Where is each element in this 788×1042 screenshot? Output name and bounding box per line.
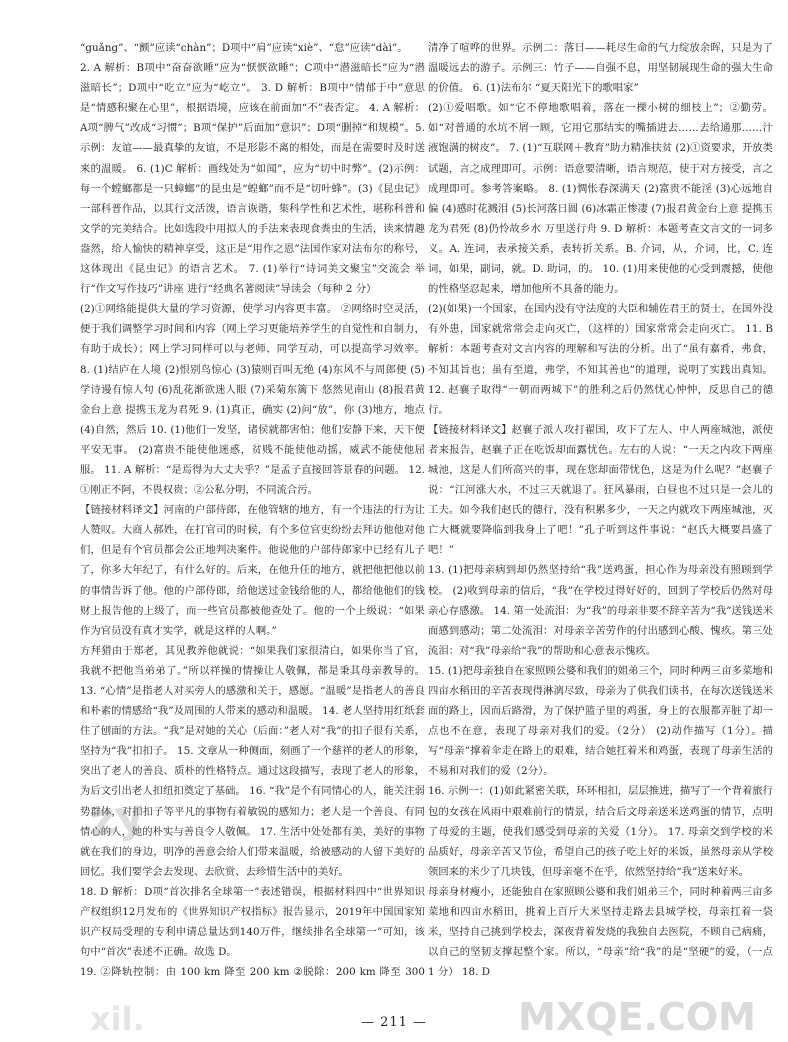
left-paragraph-5: 方拜猎由于郑老，其见教养他就说：“如果我们家很清白，如果你当了官，我就不把他当弟弟了。”所以祥操的情操让人敬佩，都是秉其母亲教导的。 13. “心情”是指老人对买旁人的感激和关于，感愿。“温暖”是指老人的善良和朴素的情感给“我”及周围的人带来的感动和温暖。 14. 老人坚持用红纸套住了刨面的方法。“我”是对她的关心（后面：”老人对“我”的扣子很有关系，坚持为“我”扣扣子。 15. 文章从一种侧面，刻画了一个慈祥的老人的形象，突出了老人的善良、质朴的性格特点。通过这段描写，表现了老人的形象，为后文引出老人扣纽扣奠定了基础。 16. “我”是个有同情心的人，能关注弱势群体，对扣扣子等平凡的事物有着敏锐的感知力；老人是一个善良、有同情心的人，她的朴实与善良令人敬佩。 17. 生活中处处都有美，美好的事物就在我们的身边，明净的善意会给人们带来温暖，给被感动的人留下美好的回忆。我们要学会去发现、去欣赏、去珍惜生活中的美好。 xyxy=(80,644,425,878)
left-paragraph-3: (2)①网络能提供大量的学习资源，使学习内容更丰富。 ②网络时空灵活，便于我们调整学习时间和内容（网上学习更能培养学生的自觉性和自制力，有助于成长）；网上学习同样可以与老师、同学互动，可以提高学习效率。 8. (1)结庐在人境 (2)恨别鸟惊心 (3)猿则百叫无绝 (4)东风不与周郎便 (5)学诗谩有惊人句 (6)乱花渐欲迷人眼 (7)采菊东篱下 悠然见南山 (8)报君黄金台上意 提携玉龙为君死 9. (1)真正，确实 (2)问“放”，你 (3)地方，地点 (4)自然，然后 10. (1)他们一发坚，诸侯就都害怕；他们安静下来，天下便平安无事。 (2)富贵不能使他迷惑，贫贱不能使他动摇，威武不能使他屈服。 11. A 解析：“是焉得为大丈夫乎？”是孟子直接回答景春的问题。 12. ①刚正不阿，不畏权贵；②公私分明，不同流合污。 xyxy=(80,303,425,497)
right-paragraph-3: (2)(如果)一个国家，在国内没有守法度的大臣和辅佐君王的贤士，在国外没有外患，国家就常常会走向灭亡，（这样的）国家常常会走向灭亡。 11. B 解析：本题考查对文言内容的理解和写法的分析。出了“虽有嘉肴，弗食，不知其旨也；虽有至道，弗学，不知其善也”的道理，说明了实践出真知。 12. 赵襄子取得“一朝而两城下”的胜利之后仍然忧心忡忡，反思自己的德行。 xyxy=(428,303,773,416)
right-paragraph-7: 16. 示例一：(1)如此紧密关联，环环相扣，层层推进，描写了一个背着旅行包的女孩在风雨中艰难前行的情景，结合后文母亲送米送鸡蛋的情节，点明了母爱的主题，使我们感受到母亲的关爱（1分）。 17. 母亲交到学校的米品质好，母亲辛苦又节俭，希望自己的孩子吃上好的米饭，虽然母亲从学校领回来的米少了几块钱，但母亲毫不在乎，依然坚持给“我”送来好米。 xyxy=(428,785,773,878)
right-paragraph-4: 【链接材料译文】赵襄子派人攻打翟国，攻下了左人、中人两座城池，派使者来报告，赵襄子正在吃饭却面露忧色。左右的人说：“一天之内攻下两座城池，这是人们所高兴的事，现在您却面带忧色，这是为什么呢？”赵襄子说：“江河涨大水，不过三天就退了。狂风暴雨，白昼也不过只是一会儿的工夫。如今我们赵氏的德行，没有积累多少，一天之内就攻下两座城池，灭亡大概就要降临到我身上了吧！”孔子听到这件事说：“赵氏大概要昌盛了吧！” xyxy=(428,423,773,557)
left-paragraph-6: 18. D 解析：D项“首次排名全球第一”表述错误，根据材料四中“世界知识产权组织12月发布的《世界知识产权指标》报告显示，2019年中国国家知识产权局受理的专利申请总量达到140万件，继续排名全球第一”可知，该句中“首次”表述不正确。故选 D。 xyxy=(80,885,425,959)
right-paragraph-6: 15. (1)把母亲独自在家照顾公婆和我们的姐弟三个，同时种两三亩多菜地和四亩水稻田的辛苦表现得淋漓尽致，母亲为了供我们读书，在每次送钱送米面的路上，因而后路滑，为了保护篮子里的鸡蛋，身上的衣服都弄脏了却一点也不在意，表现了母亲对我们的爱。（2分） (2)动作描写（1分）。描写“母亲”撑着伞走在路上的艰难，结合她扛着米和鸡蛋，表现了母亲生活的不易和对我们的爱（2分）。 xyxy=(428,664,773,778)
right-paragraph-2: (2)①爱唱歌。如“它不停地歌唱着，落在一棵小树的细枝上”；②勤劳。如“对普通的水坑不屑一顾，它用它那结实的嘴插进去……去给通那……汁液饱满的树皮”。 7. (1)“互联网＋教育”助力精准扶贫 (2)①资要求，开放类试题，言之成理即可。示例：语意要清晰，语言规范，使于对方接受，言之成理即可。参考答案略。 8. (1)惆怅春深满天 (2)富贵不能淫 (3)心远地自偏 (4)感时花溅泪 (5)长河落日圆 (6)冰霜正惨凄 (7)报君黄金台上意 提携玉龙为君死 (8)仍怜故乡水 万里送行舟 9. D 解析：本题考查文言文的一词多义。A. 连词，表承接关系，表转折关系。B. 介词，从，介词，比，C. 连词，如果，副词，就。D. 助词，的。 10. (1)用来使他的心受到震撼，使他的性格坚忍起来，增加他所不具备的能力。 xyxy=(428,102,773,296)
left-paragraph-4: 【链接材料译文】河南的户部侍郎，在他管辖的地方，有一个违法的行为让人赞叹。大商人郝姓，在打官司的时候，有个多位官吏纷纷去拜访他他对他们，但是有个官员都会公正地判决案件。他说他的户部侍郎家中已经有儿子了，你多大年纪了，有什么好的。后来，在他升任的地方，就把他把他以前的事情告诉了他。他的户部侍郎，给他送过金钱给他的人，都给他他们的钱财上报告他的上级了，而一些官员都被他查处了。他的一个上级说：“如果作为官员没有真才实学，就是这样的人啊。” xyxy=(80,504,425,637)
right-column xyxy=(428,38,773,983)
right-paragraph-9 xyxy=(428,982,773,983)
watermark-left: zy xyxy=(86,789,148,848)
right-paragraph-8: 母亲身材瘦小，还能独自在家照顾公婆和我们姐弟三个，同时种着两三亩多菜地和四亩水稻田，挑着上百斤大米坚持走路去县城学校，母亲扛着一袋米，坚持自己挑到学校去，深夜背着发烧的我独自去医院，不顾自己病痛，以自己的坚韧支撑起整个家。所以，“母亲”给“我”的是“坚硬”的爱，（一点 1 分） 18. D xyxy=(428,885,773,979)
left-paragraph-7: 19. ②降轨控制：由 100 km 降至 200 km ②脱除：200 km 降至 300 xyxy=(80,966,425,979)
right-paragraph-5: 13. (1)把母亲病到却仍然坚持给“我”送鸡蛋，担心作为母亲没有照顾到学校。 (2)收到母亲的信后，“我”在学校过得好好的，回到了学校后仍然对母亲心存感激。 14. 第一处流泪：为“我”的母亲非要不辞辛苦为“我”送钱送米面感到感动；第二处流泪：对母亲辛苦劳作的付出感到心酸、愧疚。第三处流泪：对“我”母亲给“我”的帮助和心意表示愧疚。 xyxy=(428,564,773,657)
left-paragraph-2: 2. A 解析：B项中“奋奋欲睡”应为“恹恹欲睡”；C项中“潜滋暗长”应为“潜滋暗长”；D项中“吃立”应为“屹立”。 3. D 解析：B项中“情郁于中”意思是“情感积聚在心里”，根据语境，应该在前面加“不”表否定。 4. A 解析：A项“脾气”改成“习惯”；B项“保护”后面加“意识”；D项“删掉“和规模”。5. 示例：友谊——最真挚的友谊，不是形影不离的相处，而是在需要时及时送来的温暖。 6. (1)C 解析：画线处为“如闻”，应为“切中时弊”。(2)示例：每一个螳螂都是一只蟑螂”的昆虫是“蝗螂”而不是“切叶蜂”。(3)《昆虫记》一部科普作品，以其行文活泼，语言诙谐，集科学性和艺术性，堪称科普和文学的完美结合。比如选段中用拟人的手法来表现食粪虫的生活，读来情趣盎然，给人愉快的精神享受，这正是“用作之恩”法国作家对法布尔的称号，这体现出《昆虫记》的语言艺术。 7. (1)举行“诗词美文聚宝”交流会 举行“作文写作技巧”讲座 进行“经典名著阅读”导读会（每种 2 分） xyxy=(80,62,425,296)
page-number: — 211 — xyxy=(360,1015,428,1030)
watermark-corner: xil. xyxy=(90,1000,145,1038)
right-paragraph-1: 清净了喧哗的世界。示例二：落日——耗尽生命的气力绽放余晖，只是为了温暖远去的游子。示例三：竹子——自强不息，用坚韧展现生命的强大生命的价值。 6. (1)法布尔 “夏天阳光下的歌唱家” xyxy=(428,42,773,95)
watermark-logo: MXQE.COM xyxy=(518,995,756,1039)
left-paragraph-1: “guǎng”、“颤”应读“chàn”；D项中“肩”应读“xiè”、“怠”应读“dài”。 xyxy=(80,42,408,54)
